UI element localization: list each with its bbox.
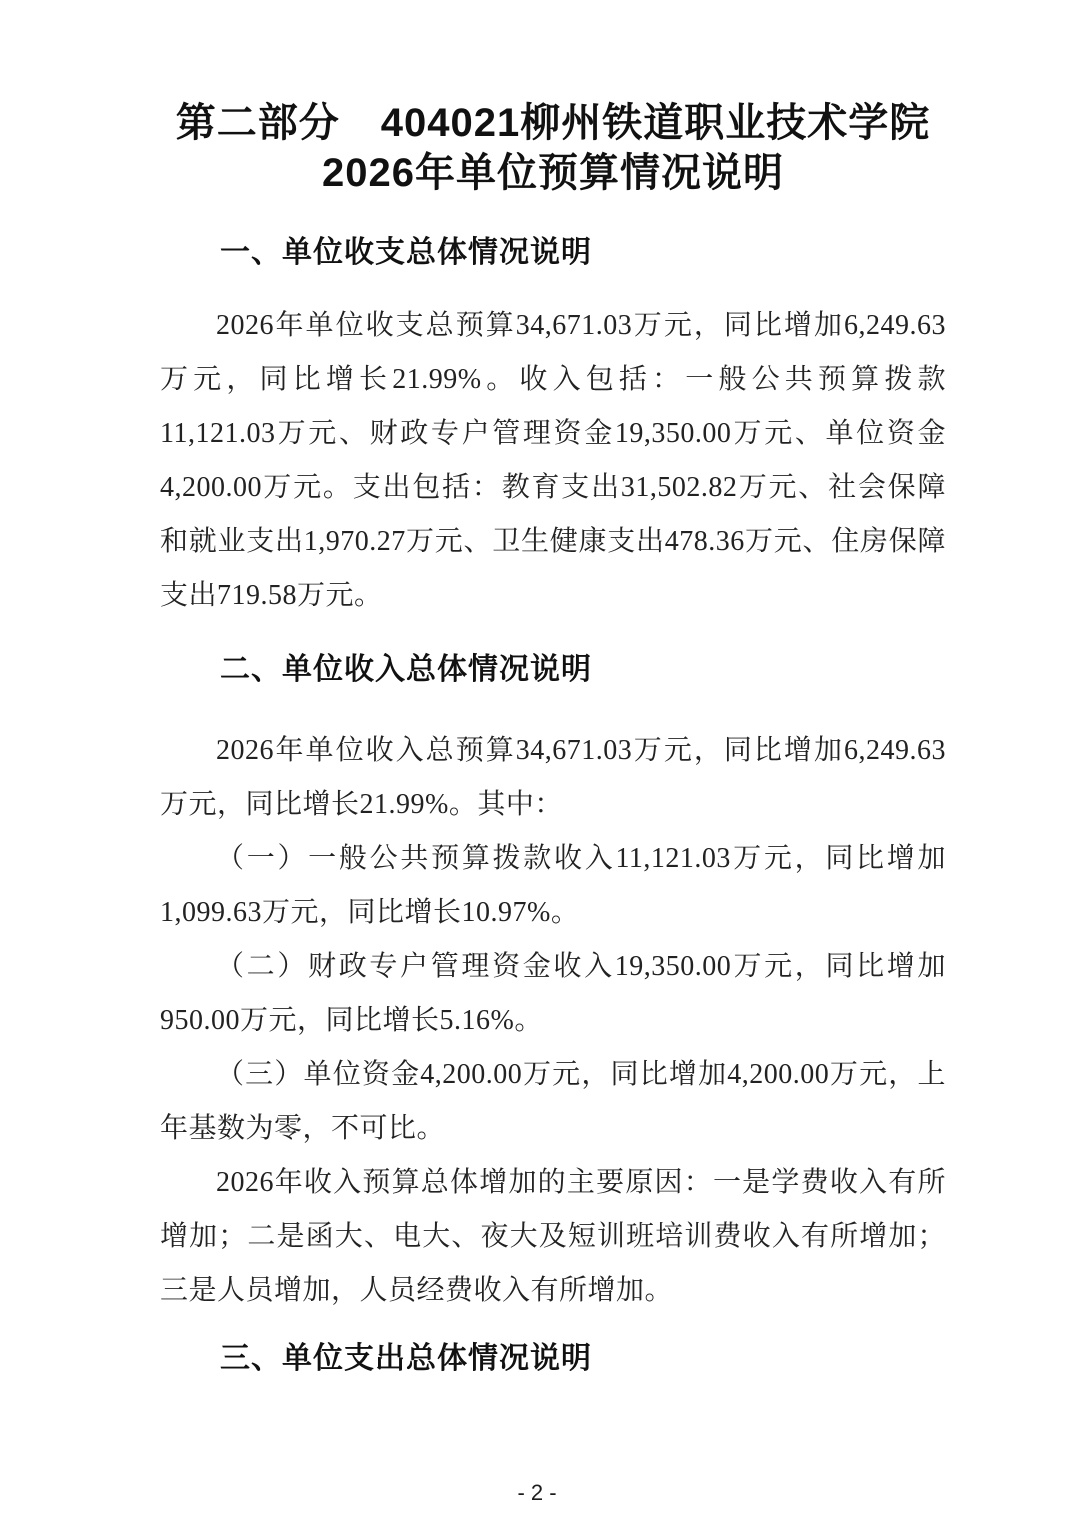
section-heading-income-expenditure-overview: 一、单位收支总体情况说明 [220, 236, 592, 269]
paragraph-income-total: 2026年单位收入总预算34,671.03万元，同比增加6,249.63万元，同比增长21.99%。其中： [160, 735, 946, 820]
page-number: - 2 - [517, 1480, 557, 1505]
paragraph-income-item-2: （二）财政专户管理资金收入19,350.00万元，同比增加950.00万元，同比增长5.16%。 [160, 951, 946, 1036]
paragraph-income-increase-reasons: 2026年收入预算总体增加的主要原因：一是学费收入有所增加；二是函大、电大、夜大及短训班培训费收入有所增加；三是人员增加，人员经费收入有所增加。 [160, 1167, 946, 1306]
paragraph-income-item-1: （一）一般公共预算拨款收入11,121.03万元，同比增加1,099.63万元，同比增长10.97%。 [160, 843, 946, 928]
document-title-line-1: 第二部分 404021柳州铁道职业技术学院 [175, 101, 931, 145]
paragraph-income-item-3: （三）单位资金4,200.00万元，同比增加4,200.00万元，上年基数为零，不可比。 [160, 1059, 946, 1144]
section-heading-income-overview: 二、单位收入总体情况说明 [220, 653, 592, 686]
document-title-line-2: 2026年单位预算情况说明 [322, 151, 784, 195]
paragraph-total-budget: 2026年单位收支总预算34,671.03万元，同比增加6,249.63万元，同比增长21.99%。收入包括：一般公共预算拨款11,121.03万元、财政专户管理资金19,350.00万元、单位资金4,200.00万元。支出包括：教育支出31,502.82万元、社会保障和就业支出1,970.27万元、卫生健康支出478.36万元、住房保障支出719.58万元。 [160, 310, 946, 611]
document-title [160, 98, 946, 198]
section-heading-expenditure-overview: 三、单位支出总体情况说明 [220, 1342, 592, 1375]
